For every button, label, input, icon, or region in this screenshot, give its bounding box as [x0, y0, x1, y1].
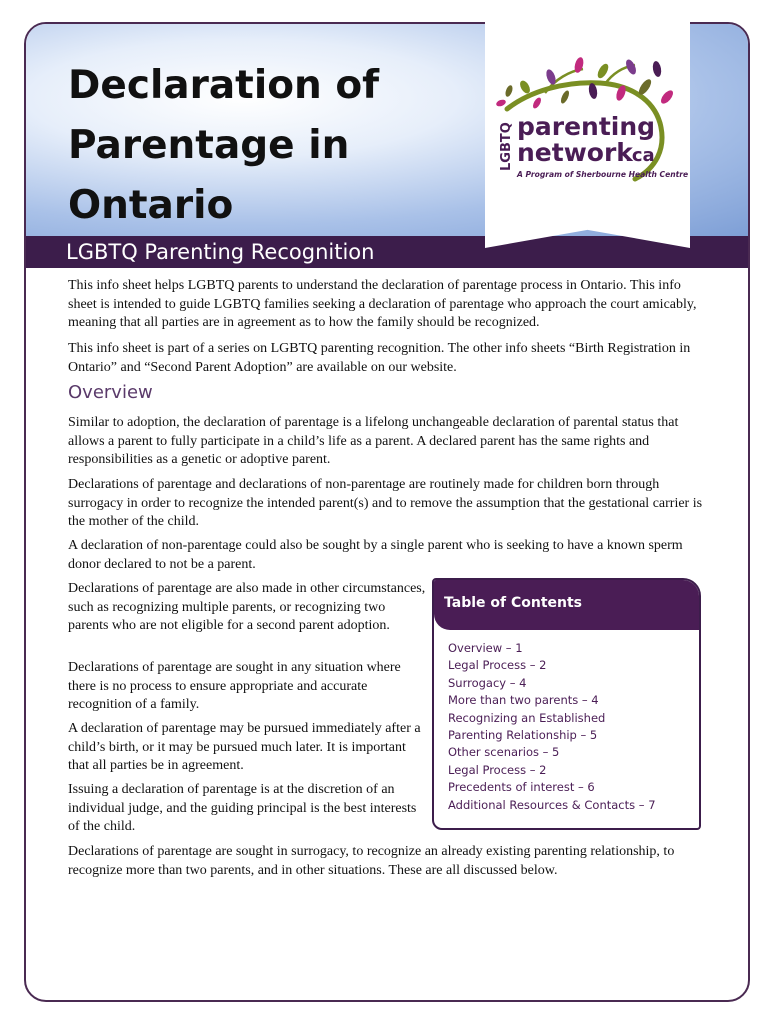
logo-word-suffix: .ca: [625, 145, 655, 166]
overview-paragraph: A declaration of non-parentage could also be sought by a single parent who is seeking to have a known sperm donor declared to not be a parent.: [68, 538, 683, 572]
toc-item[interactable]: Legal Process – 2: [448, 658, 547, 673]
overview-paragraph: Declarations of parentage are also made in other circumstances, such as recognizing multiple parents, or recognizing two parents who are not eligible for a second parent adoption.: [68, 581, 426, 633]
overview-paragraph: Declarations of parentage are sought in surrogacy, to recognize an already existing parenting relationship, to recognize more than two parents, and in other situations. These are all discussed below.: [68, 844, 675, 878]
overview-paragraph: Issuing a declaration of parentage is at the discretion of an individual judge, and the guiding principal is the best interests of the child.: [68, 782, 417, 834]
toc-item[interactable]: Precedents of interest – 6: [448, 780, 595, 795]
overview-paragraph: A declaration of parentage may be pursued immediately after a child’s birth, or it may be pursued much later. It is important that all parties be in agreement.: [68, 721, 421, 773]
logo-card: [485, 21, 690, 248]
overview-paragraph: Declarations of parentage and declarations of non-parentage are routinely made for children born through surrogacy in order to recognize the intended parent(s) and to remove the assumption that the gestational carrier is the mother of the child.: [68, 477, 703, 529]
logo-word-parenting: parenting: [517, 112, 656, 141]
logo-word-network: network: [517, 138, 633, 167]
overview-paragraph: Similar to adoption, the declaration of parentage is a lifelong unchangeable declaration of parental status that allows a parent to fully participate in a child’s life as a parent. A declared parent has the same rights and responsibilities as a genetic or adoptive parent.: [68, 415, 679, 467]
intro-paragraph: This info sheet helps LGBTQ parents to understand the declaration of parentage process in Ontario. This info sheet is intended to guide LGBTQ families seeking a declaration of parentage who approach the court amicably, meaning that all parties are in agreement as to how the family should be recognized.: [68, 278, 697, 330]
logo-tagline: A Program of Sherbourne Health Centre: [517, 170, 689, 179]
toc-item[interactable]: Parenting Relationship – 5: [448, 728, 598, 743]
title-line: Ontario: [68, 183, 234, 228]
toc-item[interactable]: Surrogacy – 4: [448, 675, 527, 690]
toc-header: [434, 580, 699, 630]
title-line: Parentage in: [68, 123, 350, 168]
toc-item[interactable]: Recognizing an Established: [448, 710, 606, 725]
toc-item[interactable]: Legal Process – 2: [448, 762, 547, 777]
toc-item[interactable]: Other scenarios – 5: [448, 745, 560, 760]
intro-paragraph: This info sheet is part of a series on LGBTQ parenting recognition. The other info sheets “Birth Registration in Ontario” and “Second Parent Adoption” are available on our website.: [68, 341, 691, 375]
toc-item[interactable]: More than two parents – 4: [448, 693, 599, 708]
toc-item[interactable]: Overview – 1: [448, 641, 523, 655]
page-title: [68, 56, 428, 236]
title-line: Declaration of: [68, 63, 380, 108]
overview-heading: Overview: [68, 382, 153, 403]
parenting-network-logo: [485, 21, 690, 248]
banner-title: LGBTQ Parenting Recognition: [66, 240, 375, 264]
logo-side-text: LGBTQ: [499, 122, 514, 171]
toc-title: Table of Contents: [444, 595, 583, 611]
table-of-contents: [432, 578, 701, 830]
toc-list: [448, 640, 656, 814]
toc-item[interactable]: Additional Resources & Contacts – 7: [448, 797, 656, 812]
overview-paragraph: Declarations of parentage are sought in any situation where there is no process to ensure appropriate and accurate recognition of a family.: [68, 660, 401, 712]
